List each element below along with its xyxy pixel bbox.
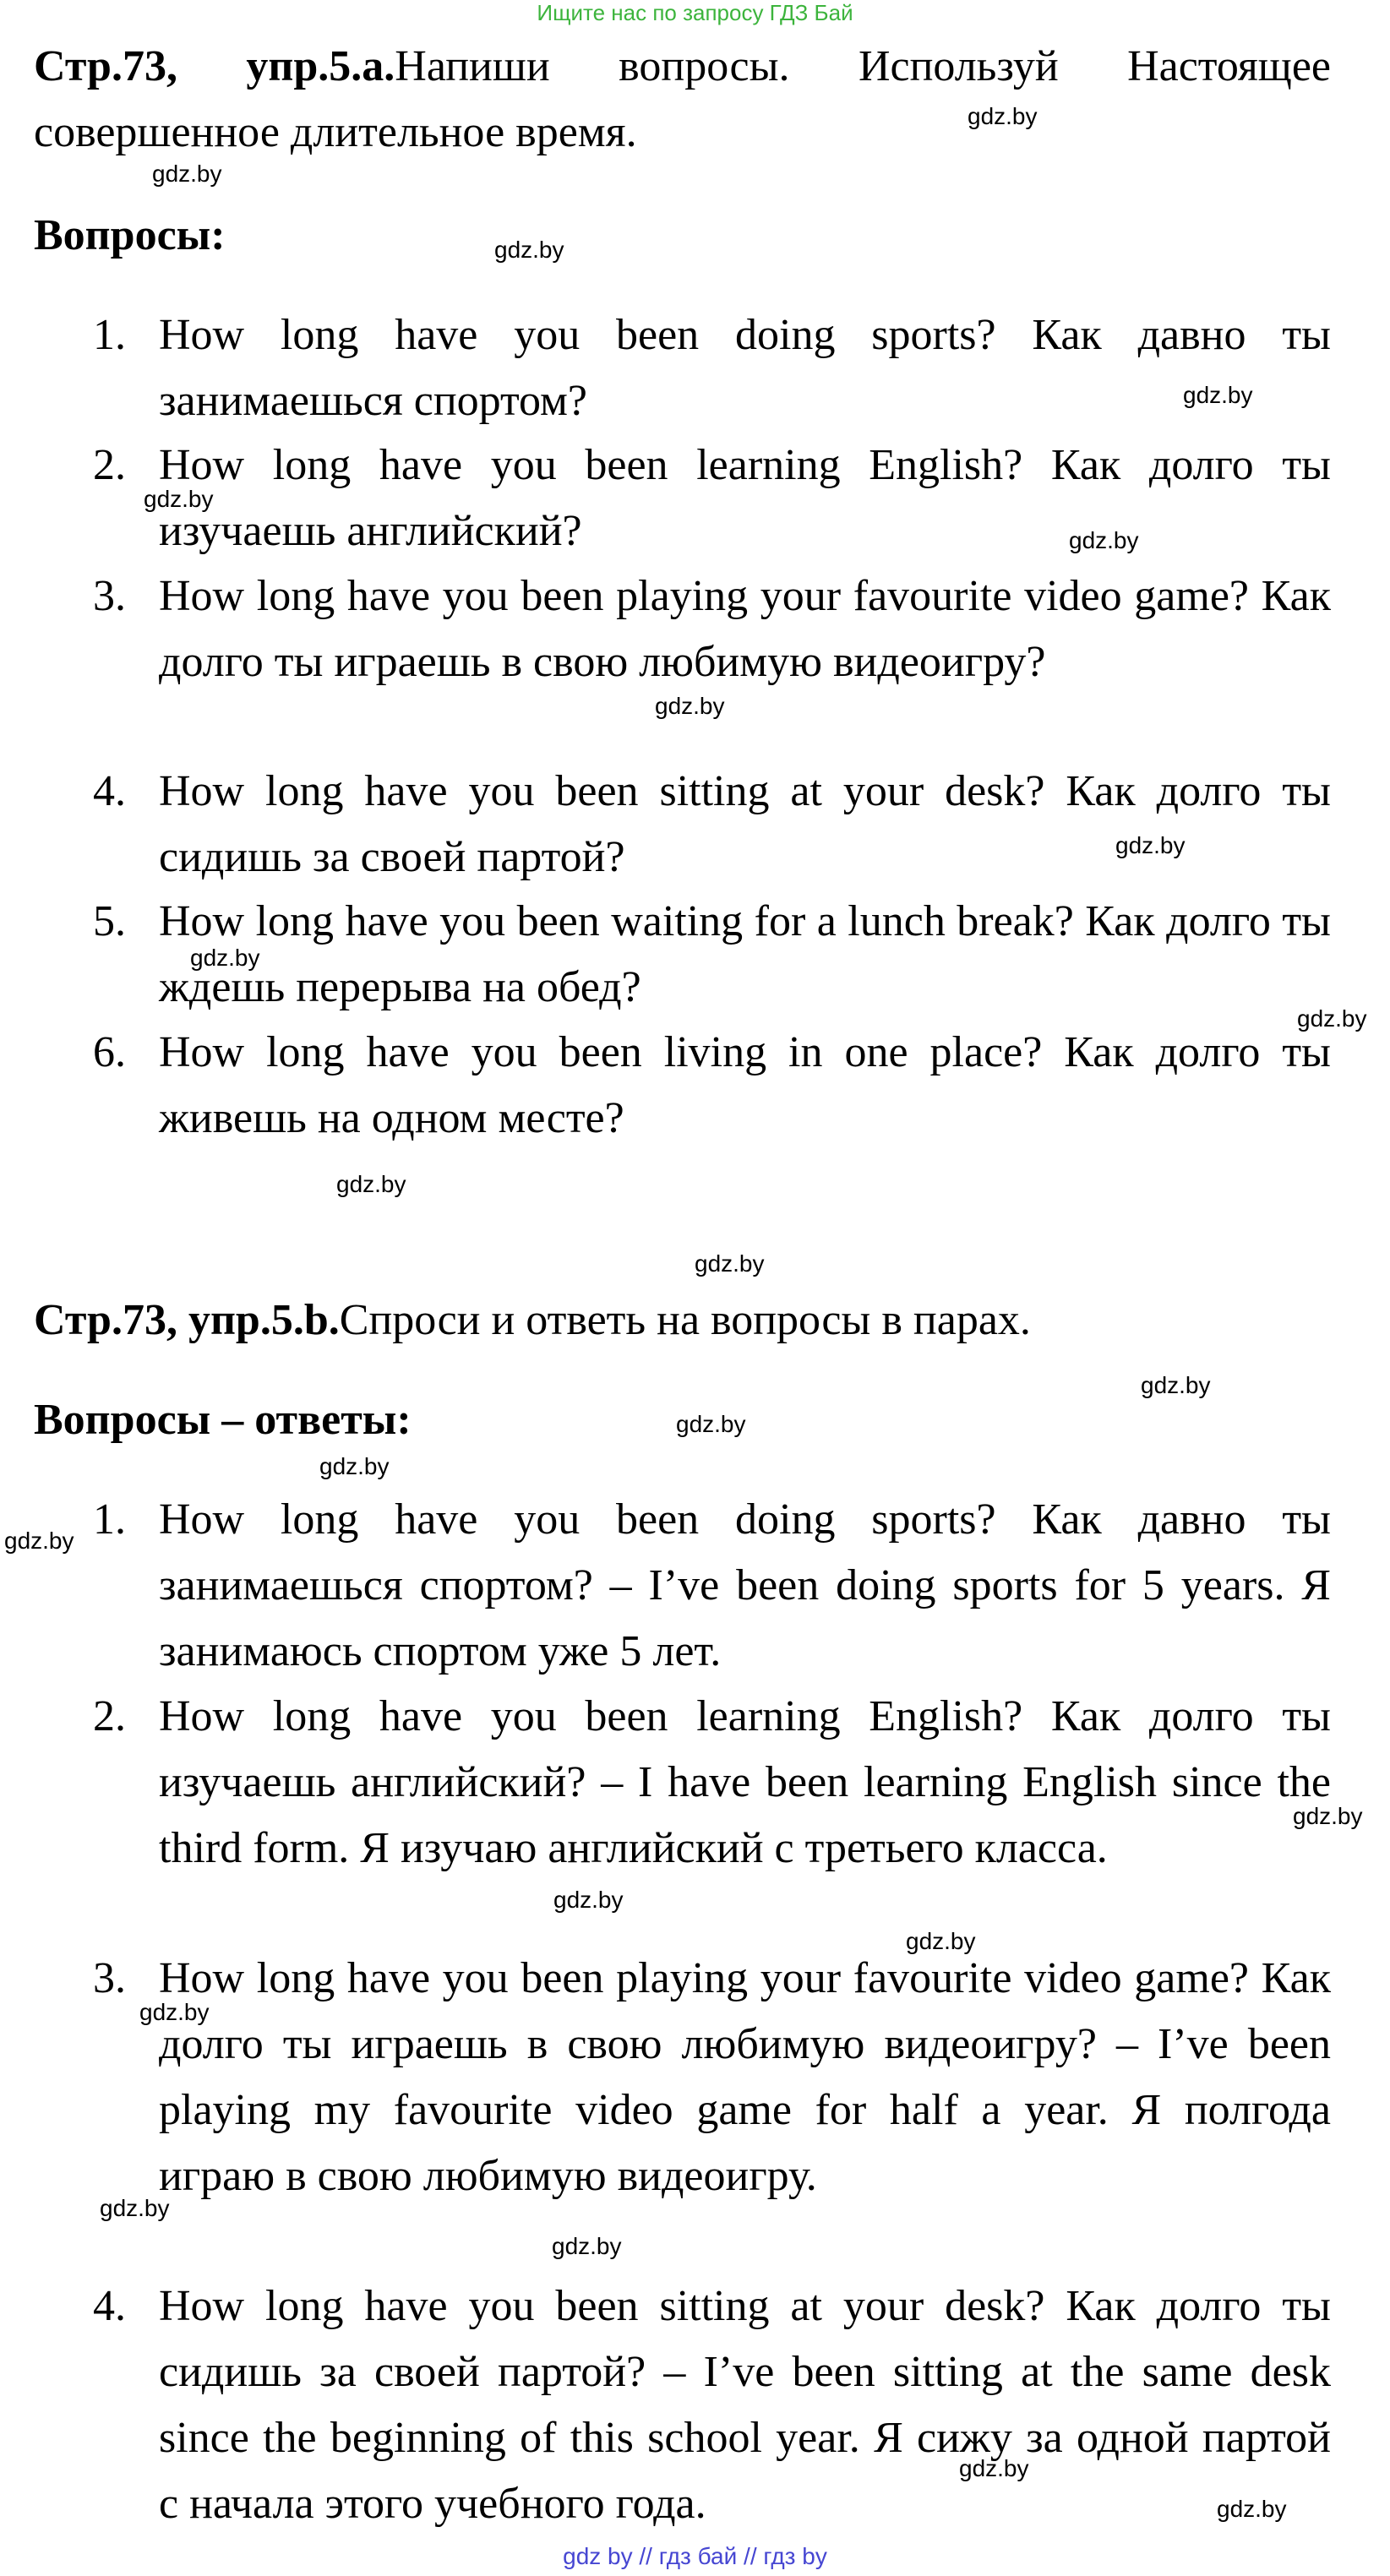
list-item <box>93 759 1331 890</box>
list-item <box>93 433 1331 564</box>
watermark: gdz.by <box>1069 527 1139 553</box>
watermark: gdz.by <box>553 1887 624 1913</box>
list-item <box>93 564 1331 695</box>
exercise-a-label: Стр.73, упр.5.a. <box>34 42 395 90</box>
watermark: gdz.by <box>906 1928 976 1954</box>
exercise-a-intro <box>34 34 1331 166</box>
exercise-b-instruction: Спроси и ответь на вопросы в парах. <box>339 1296 1031 1344</box>
exercise-b-intro <box>34 1288 1331 1353</box>
watermark: gdz.by <box>655 693 725 719</box>
watermark: gdz.by <box>100 2195 170 2221</box>
footer-link[interactable]: gdz by // гдз бай // гдз by <box>563 2543 827 2569</box>
list-item <box>93 1487 1331 1685</box>
watermark: gdz.by <box>336 1171 406 1197</box>
watermark: gdz.by <box>190 945 260 971</box>
list-item-text: How long have you been sitting at your desk? Как долго ты сидишь за своей партой? – I’ve been sitting at the same desk since the beginning of this school year. Я сижу за одной партой с начала этого учебного года. <box>159 2282 1331 2528</box>
list-item-text: How long have you been learning English? Как долго ты изучаешь английский? <box>159 441 1331 555</box>
list-item-text: How long have you been playing your favourite video game? Как долго ты играешь в свою любимую видеоигру? – I’ve been playing my favourite video game for half a year. Я полгода играю в свою любимую видеоигру. <box>159 1954 1331 2200</box>
list-item-text: How long have you been doing sports? Как давно ты занимаешься спортом? – I’ve been doing sports for 5 years. Я занимаюсь спортом уже 5 лет. <box>159 1495 1331 1675</box>
watermark: gdz.by <box>695 1250 765 1277</box>
list-item <box>93 1946 1331 2209</box>
watermark: gdz.by <box>676 1411 746 1437</box>
top-search-link[interactable]: Ищите нас по запросу ГДЗ Бай <box>537 0 853 25</box>
list-item-text: How long have you been playing your favourite video game? Как долго ты играешь в свою любимую видеоигру? <box>159 572 1331 686</box>
list-item <box>93 2274 1331 2537</box>
exercise-b-heading: Вопросы – ответы: <box>34 1396 412 1444</box>
list-item-number: 2. <box>93 1692 126 1740</box>
exercise-a-heading: Вопросы: <box>34 211 226 259</box>
list-item-number: 1. <box>93 311 126 359</box>
watermark: gdz.by <box>1141 1372 1211 1398</box>
list-item-number: 3. <box>93 1954 126 2002</box>
watermark: gdz.by <box>1183 382 1253 408</box>
watermark: gdz.by <box>1115 832 1186 858</box>
exercise-a-instruction: Напиши вопросы. Используй Настоящее совершенное длительное время. <box>34 42 1331 156</box>
exercise-b-label: Стр.73, упр.5.b. <box>34 1296 340 1344</box>
watermark: gdz.by <box>1293 1803 1363 1829</box>
list-item-text: How long have you been sitting at your desk? Как долго ты сидишь за своей партой? <box>159 767 1331 881</box>
list-item <box>93 302 1331 434</box>
list-item-text: How long have you been living in one place? Как долго ты живешь на одном месте? <box>159 1028 1331 1142</box>
list-item <box>93 1020 1331 1152</box>
watermark: gdz.by <box>494 237 564 263</box>
watermark: gdz.by <box>1217 2496 1287 2522</box>
list-item-number: 5. <box>93 897 126 945</box>
watermark: gdz.by <box>152 161 222 187</box>
list-item-number: 4. <box>93 2282 126 2330</box>
list-item-text: How long have you been learning English? Как долго ты изучаешь английский? – I have been learning English since the third form. Я изучаю английский с третьего класса. <box>159 1692 1331 1872</box>
list-item-text: How long have you been doing sports? Как давно ты занимаешься спортом? <box>159 311 1331 425</box>
list-item <box>93 889 1331 1021</box>
watermark: gdz.by <box>959 2455 1029 2481</box>
watermark: gdz.by <box>4 1528 74 1554</box>
watermark: gdz.by <box>144 486 214 512</box>
list-item-number: 4. <box>93 767 126 815</box>
list-item-number: 3. <box>93 572 126 620</box>
list-item-number: 6. <box>93 1028 126 1076</box>
list-item-number: 1. <box>93 1495 126 1544</box>
list-item <box>93 1684 1331 1882</box>
watermark: gdz.by <box>968 103 1038 129</box>
watermark: gdz.by <box>552 2233 622 2259</box>
watermark: gdz.by <box>139 1999 210 2025</box>
watermark: gdz.by <box>319 1453 390 1479</box>
watermark: gdz.by <box>1297 1005 1367 1032</box>
list-item-text: How long have you been waiting for a lunch break? Как долго ты ждешь перерыва на обед? <box>159 897 1331 1011</box>
list-item-number: 2. <box>93 441 126 489</box>
